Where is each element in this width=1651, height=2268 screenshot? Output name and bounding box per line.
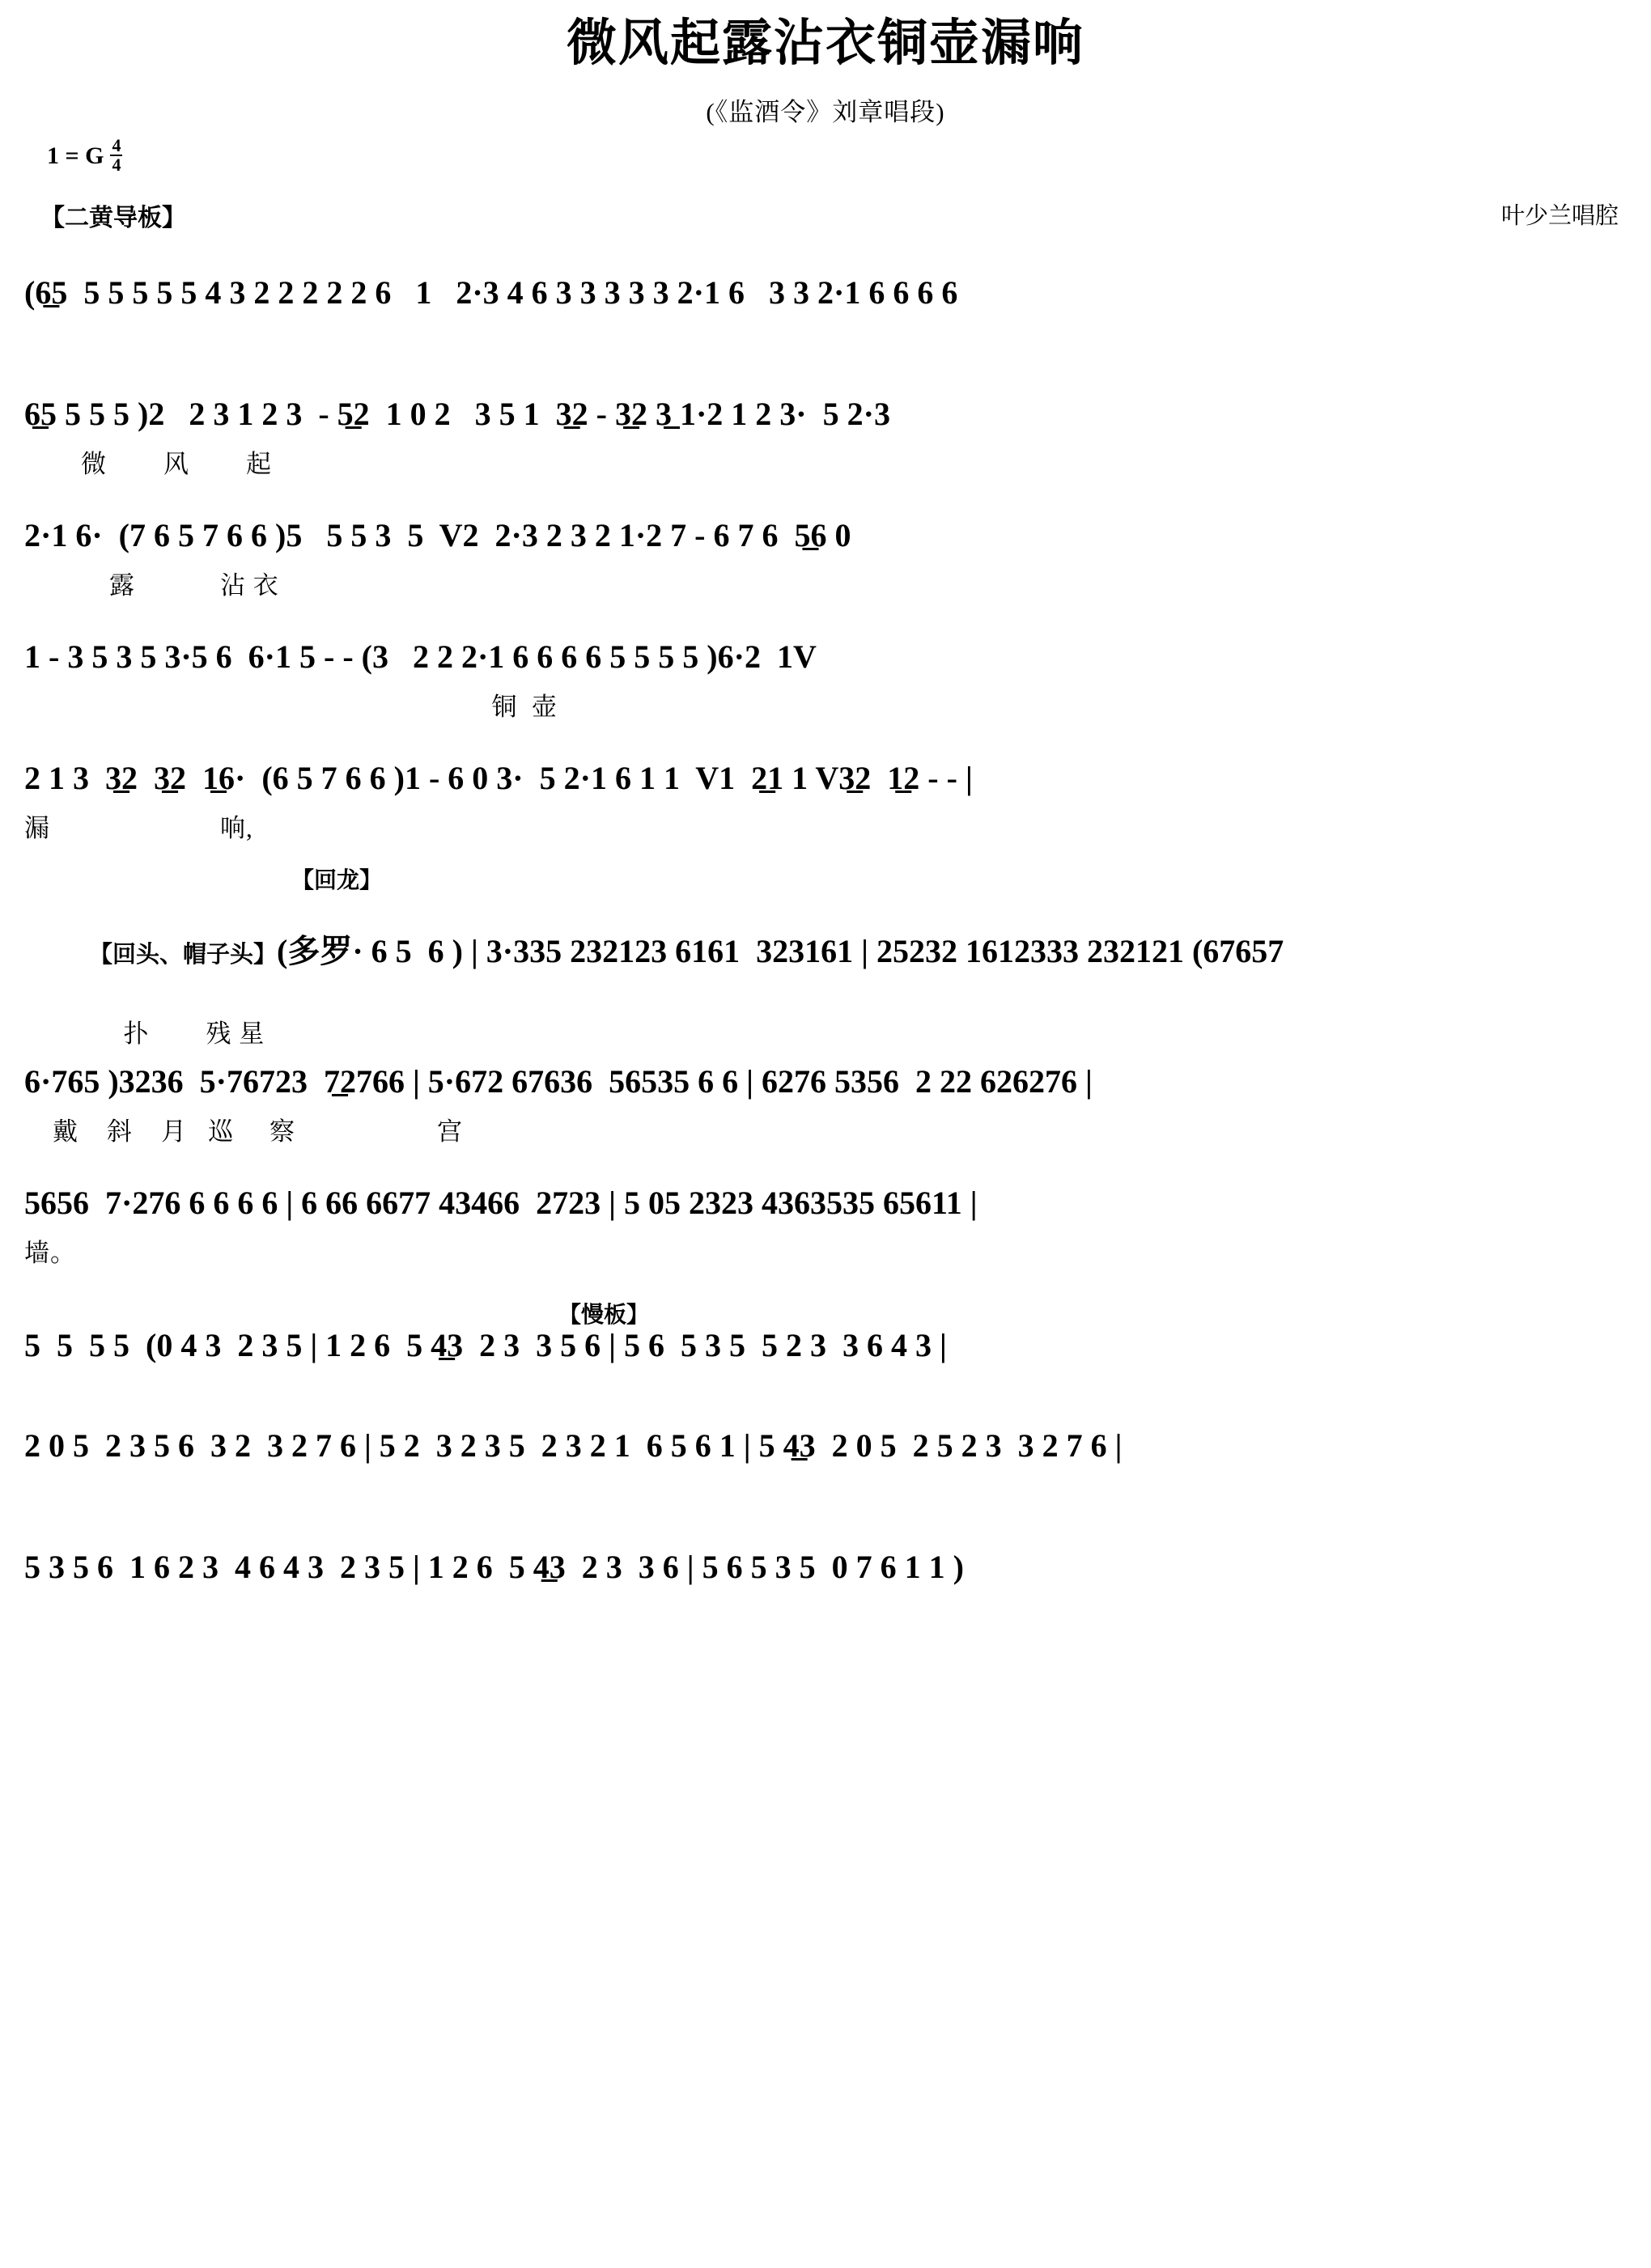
page-title: 微风起露沾衣铜壶漏响 — [566, 16, 1084, 71]
music-row-1 — [24, 261, 1627, 382]
notation-line: (6̲5 5 5 5 5 5 4 3 2 2 2 2 2 6 1 2·3 4 6 3 3 3 3 3 2·1 6 3 3 2·1 6 6 6 6 — [24, 274, 958, 311]
lyrics-line: 墙。 — [24, 1239, 76, 1267]
time-signature-numerator: 4 — [112, 135, 121, 155]
lyrics-line: 漏 响, — [24, 814, 253, 842]
music-row-5 — [24, 746, 1627, 867]
performer-credit: 叶少兰唱腔 — [1500, 203, 1619, 229]
music-row-6 — [24, 867, 1627, 1049]
music-row-2 — [24, 382, 1627, 503]
music-row-7 — [24, 1049, 1627, 1171]
notation-line: 2·1 6· (7 6 5 7 6 6 )5 5 5 3 5 V2 2·3 2 3 2 1·2 7 - 6 7 6 5̲6 0 — [24, 517, 851, 553]
notation-line: 1 - 3 5 3 5 3·5 6 6·1 5 - - (3 2 2 2·1 6 6 6 6 5 5 5 5 )6·2 1V — [24, 638, 817, 675]
notation-line: (多罗· 6 5 6 ) | 3·335 232123 6161 323161 | 25232 1612333 232121 (67657 — [277, 933, 1284, 969]
music-row-10 — [24, 1414, 1627, 1535]
notation-line: 5 3 5 6 1 6 2 3 4 6 4 3 2 3 5 | 1 2 6 5 4̲3 2 3 3 6 | 5 6 5 3 5 0 7 6 1 1 ) — [24, 1549, 964, 1585]
music-row-3 — [24, 503, 1627, 625]
lyrics-line: 铜 壶 — [24, 693, 558, 721]
section-label-huilong: 【回龙】 — [291, 868, 383, 893]
notation-line: 2 1 3 3̲2 3̲2 1̲6· (6 5 7 6 6 )1 - 6 0 3· 5 2·1 6 1 1 V1 2̲1 1 V3̲2 1̲2 - - | — [24, 760, 973, 796]
notation-line: 6·765 )3236 5·76723 7̲2766 | 5·672 67636 56535 6 6 | 6276 5356 2 22 626276 | — [24, 1063, 1093, 1100]
lyrics-line: 扑 残 星 — [24, 1020, 265, 1048]
lyrics-line: 露 沾 衣 — [24, 571, 279, 600]
lyrics-line: 戴 斜 月 巡 察 宫 — [24, 1117, 463, 1146]
music-row-4 — [24, 625, 1627, 746]
notation-line: 6̲5 5 5 5 )2 2 3 1 2 3 - 5̲2 1 0 2 3 5 1 3̲2 - 3̲2 3̲ 1·2 1 2 3· 5 2·3 — [24, 396, 890, 432]
music-rows — [0, 261, 1651, 1656]
section-label-huitou: 【回头、帽子头】 — [89, 942, 278, 968]
notation-line: 2 0 5 2 3 5 6 3 2 3 2 7 6 | 5 2 3 2 3 5 2 3 2 1 6 5 6 1 | 5 4̲3 2 0 5 2 5 2 3 3 2 7 6 | — [24, 1427, 1123, 1464]
style-banner: 【二黄导板】 — [40, 205, 186, 231]
notation-line: 5 5 5 5 (0 4 3 2 3 5 | 1 2 6 5 4̲3 2 3 3 5 6 | 5 6 5 3 5 5 2 3 3 6 4 3 | — [24, 1327, 947, 1363]
page-subtitle: (《监酒令》刘章唱段) — [706, 98, 945, 127]
lyrics-line: 微 风 起 — [24, 450, 272, 478]
music-row-9 — [24, 1292, 1627, 1414]
music-row-11 — [24, 1535, 1627, 1656]
time-signature — [110, 137, 122, 174]
section-label-manban: 【慢板】 — [558, 1303, 650, 1328]
notation-line: 5656 7·276 6 6 6 6 | 6 66 6677 43466 2723 | 5 05 2323 4363535 65611 | — [24, 1185, 978, 1221]
music-row-8 — [24, 1171, 1627, 1292]
time-signature-denominator: 4 — [112, 155, 121, 175]
score-page — [0, 18, 1651, 2268]
key-label: 1 = G — [47, 142, 104, 169]
key-signature — [47, 135, 122, 175]
